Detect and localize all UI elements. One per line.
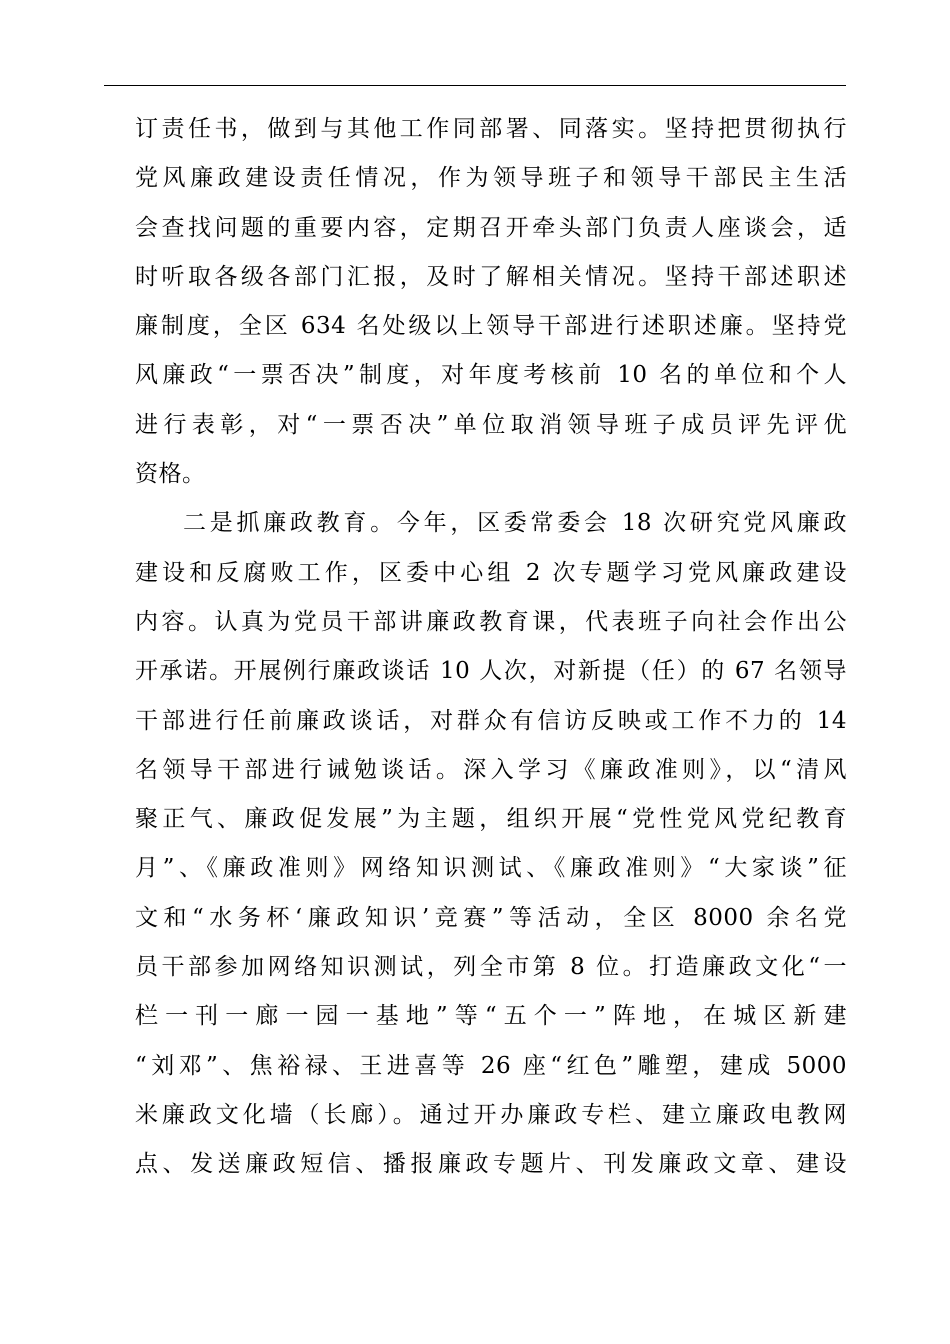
paragraph-line: 廉制度，全区 634 名处级以上领导干部进行述职述廉。坚持党 <box>135 313 847 340</box>
document-body <box>135 105 847 1190</box>
paragraph-line: 点、发送廉政短信、播报廉政专题片、刊发廉政文章、建设 <box>135 1151 847 1178</box>
paragraph-line: 订责任书，做到与其他工作同部署、同落实。坚持把贯彻执行 <box>135 116 847 142</box>
paragraph-line: 风廉政“一票否决”制度，对年度考核前 10 名的单位和个人 <box>135 362 847 389</box>
paragraph-line: 资格。 <box>135 461 206 488</box>
paragraph-line: 栏一刊一廊一园一基地”等“五个一”阵地，在城区新建 <box>135 1003 847 1030</box>
paragraph-line: 内容。认真为党员干部讲廉政教育课，代表班子向社会作出公 <box>135 608 847 635</box>
paragraph-line: 聚正气、廉政促发展”为主题，组织开展“党性党风党纪教育 <box>135 806 847 833</box>
paragraph-line: 文和“水务杯‘廉政知识’竞赛”等活动，全区 8000 余名党 <box>135 904 847 931</box>
paragraph-line: 党风廉政建设责任情况，作为领导班子和领导干部民主生活 <box>135 165 847 192</box>
paragraph-line: “刘邓”、焦裕禄、王进喜等 26 座“红色”雕塑，建成 5000 <box>135 1052 847 1079</box>
paragraph-line: 干部进行任前廉政谈话，对群众有信访反映或工作不力的 14 <box>135 707 847 734</box>
paragraph-line: 开承诺。开展例行廉政谈话 10 人次，对新提（任）的 67 名领导 <box>135 658 847 685</box>
paragraph-line: 月”、《廉政准则》网络知识测试、《廉政准则》“大家谈”征 <box>135 855 847 882</box>
paragraph-line: 会查找问题的重要内容，定期召开牵头部门负责人座谈会，适 <box>135 214 847 241</box>
paragraph-line: 米廉政文化墙（长廊）。通过开办廉政专栏、建立廉政电教网 <box>135 1101 847 1128</box>
paragraph-line: 名领导干部进行诫勉谈话。深入学习《廉政准则》，以“清风 <box>135 756 847 783</box>
paragraph-line: 进行表彰，对“一票否决”单位取消领导班子成员评先评优 <box>135 411 847 438</box>
paragraph-line: 建设和反腐败工作，区委中心组 2 次专题学习党风廉政建设 <box>135 559 847 586</box>
paragraph-line: 时听取各级各部门汇报，及时了解相关情况。坚持干部述职述 <box>135 263 847 290</box>
paragraph-line: 二是抓廉政教育。今年，区委常委会 18 次研究党风廉政 <box>183 510 847 537</box>
header-rule <box>104 85 846 86</box>
paragraph-line: 员干部参加网络知识测试，列全市第 8 位。打造廉政文化“一 <box>135 954 847 981</box>
